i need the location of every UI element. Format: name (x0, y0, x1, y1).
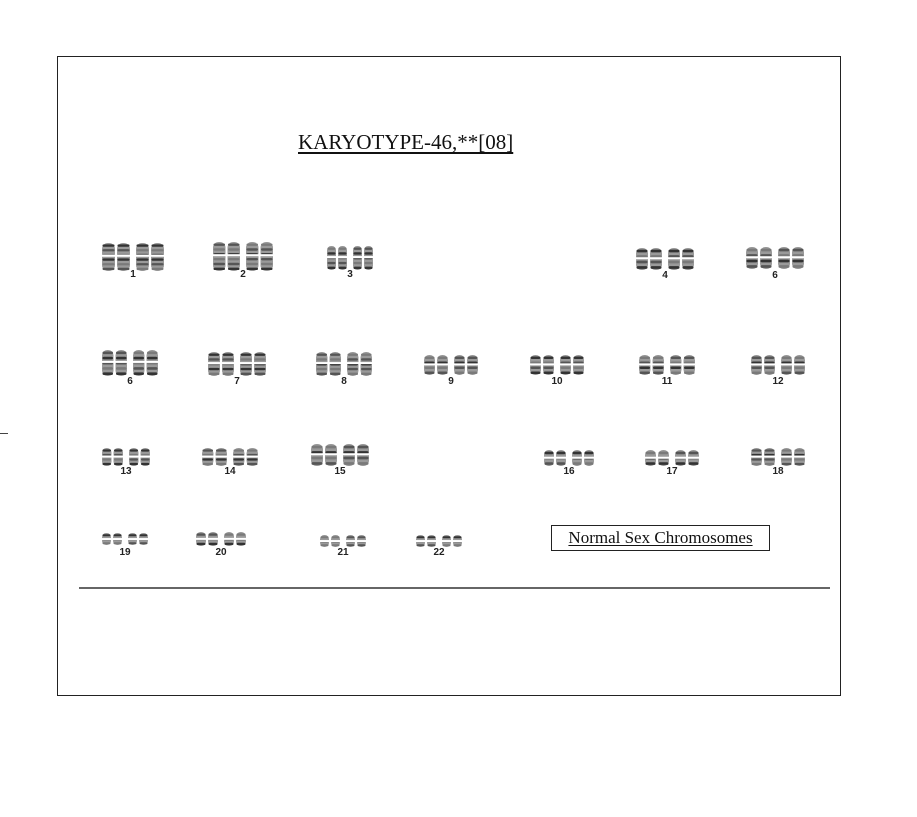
chromosome-number: 3 (347, 269, 353, 280)
chromosome-image (320, 535, 366, 547)
baseline-rule (79, 587, 830, 589)
chromosome-image (746, 247, 804, 269)
chromosome-image (196, 532, 246, 546)
chromosome-image (102, 243, 164, 271)
chromosome-number: 6 (772, 270, 778, 281)
chromosome-image (645, 450, 699, 466)
chromosome-number: 17 (666, 466, 678, 477)
chromosome-pair (416, 535, 462, 547)
chromosome-pair (746, 247, 804, 269)
chromosome-number: 15 (334, 466, 346, 477)
chromosome-pair (751, 448, 805, 466)
chromosome-number: 6 (127, 376, 133, 387)
chromosome-pair (213, 242, 273, 271)
chromosome-pair (544, 450, 594, 466)
chromosome-number: 22 (433, 547, 445, 558)
chromosome-pair (208, 352, 266, 376)
chromosome-pair (202, 448, 258, 466)
chromosome-pair (320, 535, 366, 547)
chromosome-number: 14 (224, 466, 236, 477)
chromosome-image (102, 448, 150, 466)
margin-tick (0, 433, 8, 434)
chromosome-pair (102, 243, 164, 271)
chromosome-number: 19 (119, 547, 131, 558)
chromosome-pair (636, 248, 694, 270)
chromosome-pair (327, 246, 373, 270)
chromosome-image (424, 355, 478, 375)
chromosome-pair (102, 350, 158, 376)
chromosome-image (636, 248, 694, 270)
sex-chromosomes-label: Normal Sex Chromosomes (551, 525, 770, 551)
chromosome-pair (639, 355, 695, 375)
chromosome-pair (424, 355, 478, 375)
chromosome-number: 13 (120, 466, 132, 477)
chromosome-number: 18 (772, 466, 784, 477)
chromosome-number: 7 (234, 376, 240, 387)
chromosome-image (208, 352, 266, 376)
chromosome-number: 11 (661, 376, 673, 387)
chromosome-image (544, 450, 594, 466)
chromosome-image (751, 448, 805, 466)
chromosome-number: 12 (772, 376, 784, 387)
chromosome-pair (751, 355, 805, 375)
chromosome-number: 8 (341, 376, 347, 387)
chromosome-image (316, 352, 372, 376)
chromosome-pair (102, 448, 150, 466)
chromosome-image (530, 355, 584, 375)
chromosome-number: 2 (240, 269, 246, 280)
chromosome-number: 10 (551, 376, 563, 387)
chromosome-number: 16 (563, 466, 575, 477)
chromosome-pair (645, 450, 699, 466)
chromosome-number: 1 (130, 269, 136, 280)
page-title: KARYOTYPE-46,**[08] (298, 130, 514, 154)
chromosome-image (639, 355, 695, 375)
chromosome-image (102, 350, 158, 376)
chromosome-image (416, 535, 462, 547)
chromosome-number: 4 (662, 270, 668, 281)
chromosome-image (327, 246, 373, 270)
chromosome-pair (311, 444, 369, 466)
chromosome-image (311, 444, 369, 466)
chromosome-pair (316, 352, 372, 376)
chromosome-pair (102, 533, 148, 545)
chromosome-pair (196, 532, 246, 546)
chromosome-image (213, 242, 273, 271)
chromosome-pair (530, 355, 584, 375)
chromosome-number: 21 (337, 547, 349, 558)
chromosome-image (751, 355, 805, 375)
chromosome-image (102, 533, 148, 545)
chromosome-number: 9 (448, 376, 454, 387)
chromosome-image (202, 448, 258, 466)
chromosome-number: 20 (215, 547, 227, 558)
